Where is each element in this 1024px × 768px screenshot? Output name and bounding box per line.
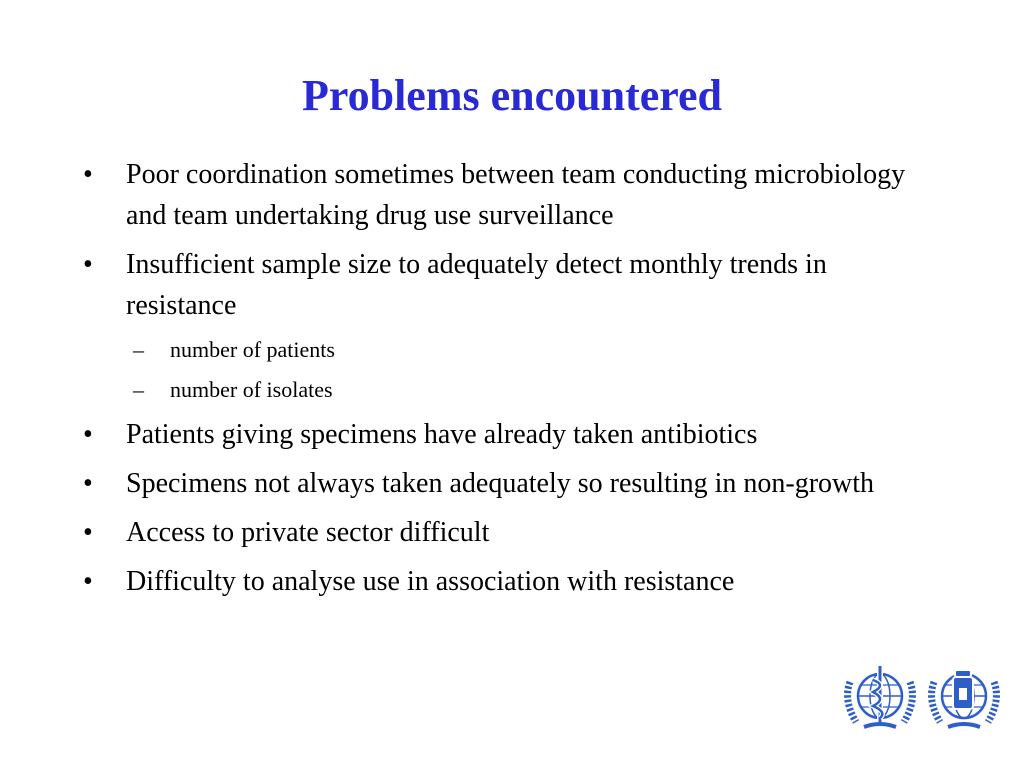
sub-bullet-text: number of patients	[170, 337, 335, 362]
sub-bullet-item	[83, 334, 943, 366]
bullet-marker: •	[83, 468, 93, 499]
sub-bullet-text: number of isolates	[170, 377, 333, 402]
who-emblem-icon	[848, 666, 913, 727]
bullet-text: Specimens not always taken adequately so resulting in non-growth	[126, 468, 875, 499]
bullet-text: Access to private sector difficult	[126, 517, 490, 548]
bullet-text: Poor coordination sometimes between team conducting microbiology and team undertaking drug use surveillance	[126, 159, 906, 231]
bullet-item	[83, 463, 943, 504]
bullet-text: Patients giving specimens have already taken antibiotics	[126, 419, 758, 450]
bullet-marker: •	[83, 159, 93, 190]
logo-group	[842, 656, 1002, 736]
bullet-item	[83, 414, 943, 455]
sub-bullet-item	[83, 374, 943, 406]
bullet-item	[83, 154, 943, 236]
bullet-marker: •	[83, 419, 93, 450]
bullet-list	[83, 154, 943, 610]
bullet-item	[83, 512, 943, 553]
sub-bullet-marker: –	[133, 377, 144, 402]
sub-bullet-marker: –	[133, 337, 144, 362]
bullet-marker: •	[83, 517, 93, 548]
bullet-marker: •	[83, 566, 93, 597]
bullet-item	[83, 561, 943, 602]
slide-title: Problems encountered	[302, 71, 722, 120]
bullet-item	[83, 244, 943, 326]
bullet-text: Difficulty to analyse use in association with resistance	[126, 566, 735, 597]
bullet-text: Insufficient sample size to adequately detect monthly trends in resistance	[126, 249, 827, 321]
fip-emblem-icon	[932, 670, 997, 727]
bullet-marker: •	[83, 249, 93, 280]
